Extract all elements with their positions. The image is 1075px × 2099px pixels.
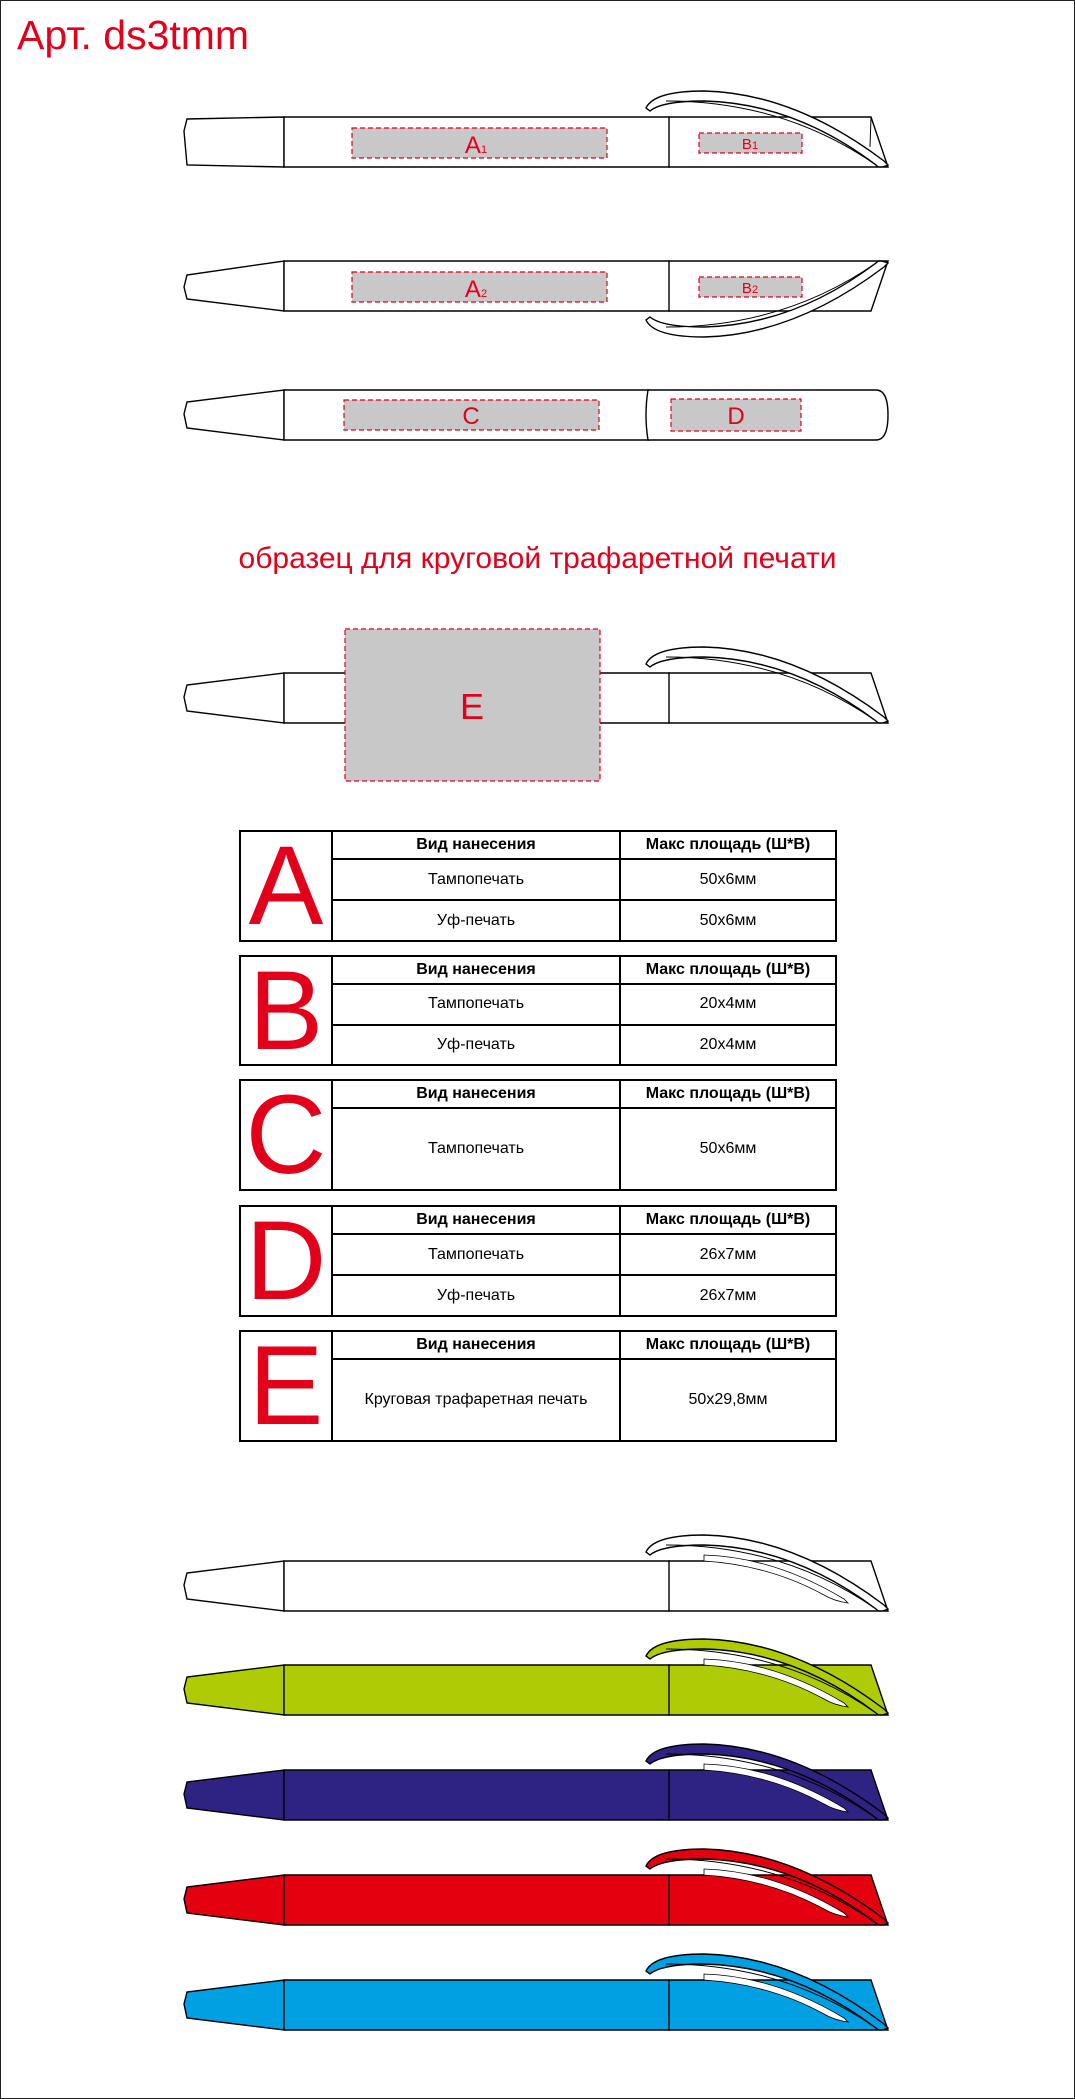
- pen-variant: [184, 1750, 894, 1840]
- pen-variant: [184, 1645, 894, 1735]
- method-cell: Уф-печать: [333, 1276, 621, 1315]
- column-header-max-area: Макс площадь (Ш*В): [645, 836, 811, 853]
- area-cell: 50х6мм: [699, 870, 757, 888]
- table-header-row: [333, 1081, 835, 1107]
- table-header-row: [333, 1332, 835, 1358]
- spec-table-b: [333, 957, 835, 1064]
- column-header-method: Вид нанесения: [333, 1207, 621, 1233]
- spec-letter-b: B: [241, 957, 333, 1064]
- area-cell: 50х6мм: [699, 1140, 757, 1157]
- column-header-max-area: Макс площадь (Ш*В): [645, 1085, 811, 1102]
- spec-block-e: [239, 1323, 837, 1448]
- table-row: [333, 1024, 835, 1065]
- spec-block-b: [239, 947, 837, 1073]
- method-cell: Тампопечать: [333, 860, 621, 899]
- method-cell: Тампопечать: [333, 1235, 621, 1274]
- table-row: [333, 983, 835, 1024]
- method-cell: Уф-печать: [333, 1026, 621, 1065]
- method-cell: Тампопечать: [333, 985, 621, 1024]
- zone-label-d: D: [727, 403, 745, 430]
- table-row: [333, 858, 835, 899]
- pen-diagram-a1-b1: [184, 87, 894, 177]
- method-cell: Уф-печать: [333, 901, 621, 940]
- method-cell: Круговая трафаретная печать: [333, 1360, 621, 1440]
- spec-block-d: [239, 1198, 837, 1323]
- table-row: [333, 1107, 835, 1189]
- section-caption: образец для круговой трафаретной печати: [238, 542, 837, 575]
- area-cell: 26х7мм: [699, 1286, 757, 1304]
- area-cell: 26х7мм: [699, 1245, 757, 1263]
- column-header-max-area: Макс площадь (Ш*В): [645, 1336, 811, 1353]
- table-header-row: [333, 957, 835, 983]
- article-title: Арт. ds3tmm: [17, 12, 250, 58]
- column-header-max-area: Макс площадь (Ш*В): [645, 1211, 811, 1228]
- pen-diagram-e: [184, 627, 894, 787]
- spec-letter-a: A: [241, 832, 333, 940]
- column-header-method: Вид нанесения: [333, 957, 621, 983]
- zone-label-a2: A2: [464, 276, 488, 303]
- area-cell: 50х29,8мм: [688, 1391, 768, 1408]
- area-cell: 50х6мм: [699, 911, 757, 929]
- table-row: [333, 1358, 835, 1440]
- spec-block-c: [239, 1072, 837, 1197]
- spec-table-c: [333, 1081, 835, 1189]
- pen-diagram-c-d: [184, 388, 894, 448]
- column-header-method: Вид нанесения: [333, 832, 621, 858]
- table-row: [333, 899, 835, 940]
- pen-diagram-a2-b2: [184, 251, 894, 341]
- spec-table-e: [333, 1332, 835, 1440]
- method-cell: Тампопечать: [333, 1109, 621, 1189]
- spec-table-a: [333, 832, 835, 940]
- spec-table-d: [333, 1207, 835, 1315]
- spec-letter-c: C: [241, 1081, 333, 1189]
- area-cell: 20х4мм: [699, 995, 757, 1013]
- table-header-row: [333, 1207, 835, 1233]
- pen-variant: [184, 1855, 894, 1945]
- zone-label-b1: B1: [741, 136, 759, 153]
- spec-block-a: [239, 823, 837, 948]
- column-header-method: Вид нанесения: [333, 1081, 621, 1107]
- spec-letter-d: D: [241, 1207, 333, 1315]
- zone-label-e: E: [459, 686, 485, 727]
- column-header-method: Вид нанесения: [333, 1332, 621, 1358]
- pen-variant: [184, 1960, 894, 2050]
- zone-label-b2: B2: [741, 280, 759, 297]
- pen-variant: [184, 1541, 894, 1631]
- column-header-max-area: Макс площадь (Ш*В): [645, 961, 811, 978]
- table-row: [333, 1233, 835, 1274]
- spec-letter-e: E: [241, 1332, 333, 1440]
- zone-label-a1: A1: [464, 132, 488, 159]
- table-row: [333, 1274, 835, 1315]
- table-header-row: [333, 832, 835, 858]
- area-cell: 20х4мм: [699, 1035, 757, 1053]
- zone-label-c: C: [462, 403, 480, 430]
